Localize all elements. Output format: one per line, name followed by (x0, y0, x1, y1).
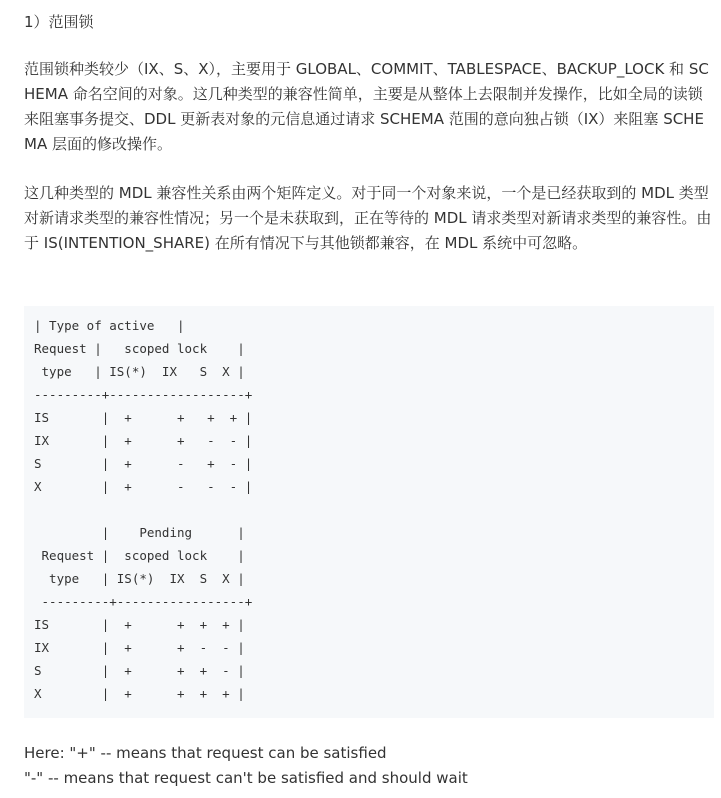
paragraph-compat-matrix: 这几种类型的 MDL 兼容性关系由两个矩阵定义。对于同一个对象来说，一个是已经获取到的 MDL 类型对新请求类型的兼容性情况；另一个是未获取到，正在等待的 MDL 请求类型对新请求类型的兼容性。由于 IS(INTENTION_SHARE) 在所有情况下与其他锁都兼容，在 MDL 系统中可忽略。 (24, 184, 712, 252)
paragraph-scope-locks: 范围锁种类较少（IX、S、X），主要用于 GLOBAL、COMMIT、TABLESPACE、BACKUP_LOCK 和 SCHEMA 命名空间的对象。这几种类型的兼容性简单，主要是从整体上去限制并发操作，比如全局的读锁来阻塞事务提交、DDL 更新表对象的元信息通过请求 SCHEMA 范围的意向独占锁（IX）来阻塞 SCHEMA 层面的修改操作。 (24, 60, 709, 153)
section-heading: 1）范围锁 (24, 13, 94, 31)
note-minus: "-" -- means that request can't be satisfied and should wait (24, 769, 468, 787)
compatibility-matrix-code: | Type of active | Request | scoped lock | type | IS(*) IX S X | ---------+------------------+ IS | + + + + | IX | + + - - | S | + - + - | X | + - - - | | Pending | Request | scoped lock | type | IS(*) IX S X | ---------+-----------------+ IS | + + + + | IX | + + - - | S | + + + - | X | + + + + | (34, 318, 253, 701)
note-plus: Here: "+" -- means that request can be satisfied (24, 744, 387, 762)
legend-notes (24, 741, 714, 791)
code-block (24, 306, 714, 718)
article-content (24, 0, 714, 787)
